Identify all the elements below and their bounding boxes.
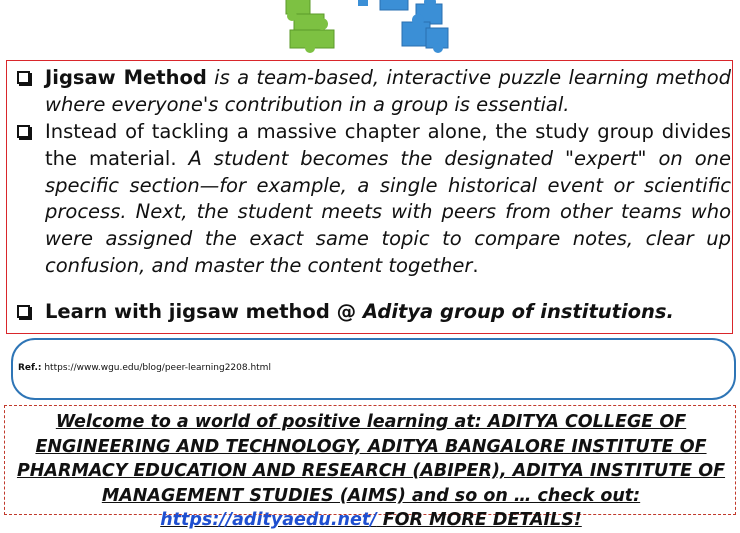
checkbox-bullet-icon [17,71,30,84]
process-end-period: . [472,253,479,277]
welcome-tail-text: FOR MORE DETAILS! [376,510,582,530]
bullet-jigsaw-process [17,119,731,280]
aditya-website-link[interactable]: https://adityaedu.net/ [160,510,377,530]
checkbox-bullet-icon [17,305,30,318]
puzzle-pieces-illustration [270,0,470,56]
bullet-learn-with-aditya [17,299,731,326]
reference-box [11,338,736,400]
process-intro-text: Instead of tackling a massive chapter alone, the study group divides the material. [45,120,731,170]
welcome-box [4,405,736,530]
reference-label: Ref.: [18,363,42,373]
learn-lead-text: Learn with jigsaw method @ [45,300,363,323]
term-jigsaw-method: Jigsaw Method [45,66,207,89]
blue-puzzle-pieces [380,0,448,53]
process-detail-text: A student becomes the designated "expert" on one specific section—for example, a single historical event or scientific process. Next, the student meets with peers from other teams who were assigned the exact same topic to compare notes, clear up confusion, and master the content together [45,146,731,277]
bullet-jigsaw-definition [17,65,731,119]
jigsaw-description-box [6,60,733,334]
welcome-message [5,410,737,533]
reference-line [18,363,271,373]
welcome-text: Welcome to a world of positive learning at: ADITYA COLLEGE OF ENGINEERING AND TECHNOLOGY, ADITYA BANGALORE INSTITUTE OF PHARMACY EDUCATION AND RESEARCH (ABIPER), ADITYA INSTITUTE OF MANAGEMENT STUDIES (AIMS) and so on … check out: [16,412,726,506]
definition-text: is a team-based, interactive puzzle learning method where everyone's contribution in a group is essential. [45,66,731,116]
aditya-group-text: Aditya group of institutions. [362,300,674,323]
green-puzzle-pieces [286,0,334,53]
reference-url[interactable]: https://www.wgu.edu/blog/peer-learning2208.html [41,363,271,373]
checkbox-bullet-icon [17,125,30,138]
